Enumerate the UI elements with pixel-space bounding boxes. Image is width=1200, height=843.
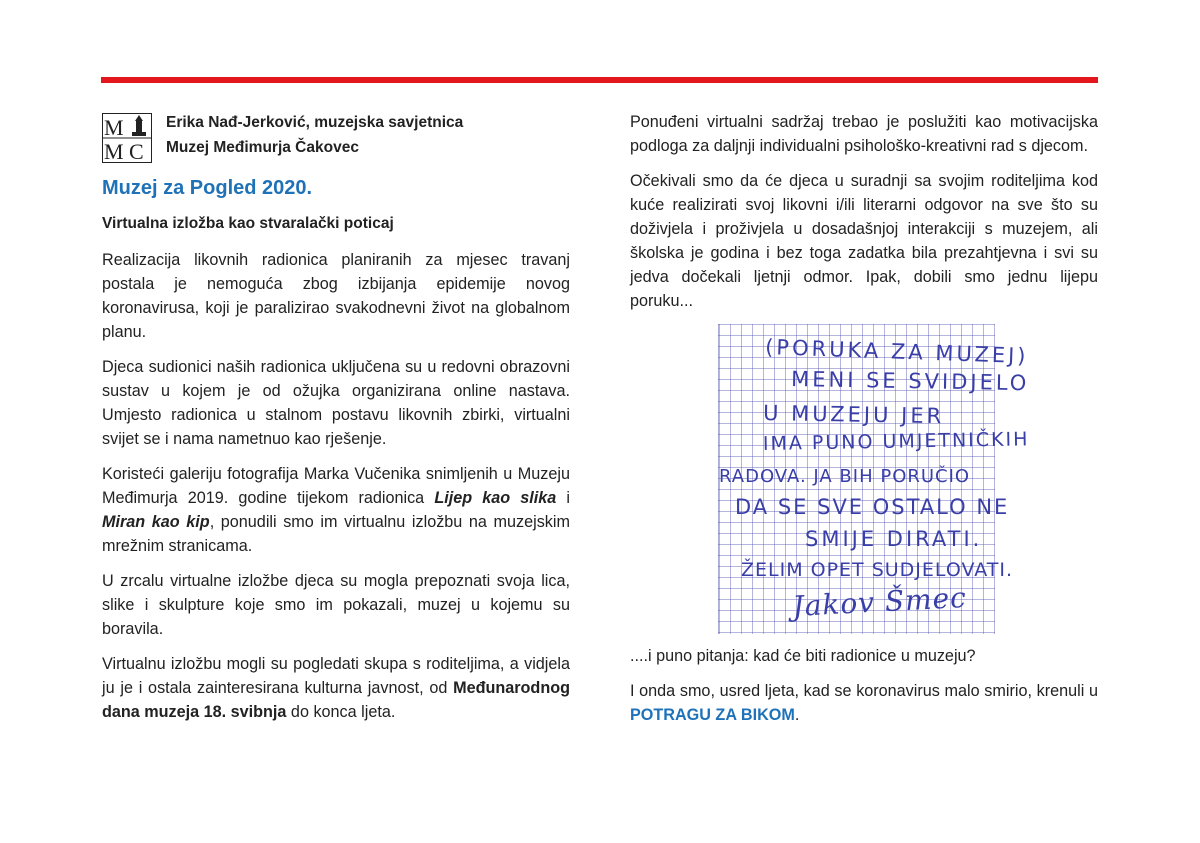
bull-quest-highlight: POTRAGU ZA BIKOM (630, 706, 795, 724)
article-subtitle: Virtualna izložba kao stvaralački poticaj (102, 215, 394, 232)
note-line-7: SMIJE DIRATI. (805, 527, 983, 551)
note-line-1: (PORUKA ZA MUZEJ) (764, 335, 1029, 369)
note-line-3: U MUZEJU JER (762, 401, 945, 429)
paragraph-1: Realizacija likovnih radionica planiranih za mjesec travanj postala je nemoguća zbog izbijanja epidemije novog koronavirusa, koji je paralizirao svakodnevni život na globalnom planu. (102, 251, 570, 341)
paragraph-3-text-c: i (556, 489, 571, 507)
author-header (102, 110, 570, 166)
note-signature: Jakov Šmec (791, 580, 968, 623)
author-name: Erika Nađ-Jerković, muzejska savjetnica (166, 114, 464, 131)
handwriting (719, 324, 1030, 634)
left-column (102, 110, 570, 735)
paragraph-5-text-c: do konca ljeta. (286, 703, 396, 721)
paragraph-5 (102, 652, 570, 724)
handwritten-note-image (718, 324, 1030, 634)
paragraph-9 (630, 679, 1098, 727)
article-title: Muzej za Pogled 2020. (102, 177, 313, 199)
paragraph-8: ....i puno pitanja: kad će biti radionice u muzeju? (630, 647, 976, 665)
logo-letter-1: M (104, 115, 124, 140)
paragraph-3-text-a: Koristeći galeriju fotografija Marka Vučenika snimljenih u Muzeju Međimurja 2019. godine tijekom radionica (102, 465, 570, 507)
note-line-8: ŽELIM OPET SUDJELOVATI. (741, 559, 1013, 581)
paragraph-3-text-e: , ponudili smo im virtualnu izložbu na muzejskim mrežnim stranicama. (102, 513, 570, 555)
note-line-2: MENI SE SVIDJELO (790, 367, 1030, 396)
note-line-5: RADOVA. JA BIH PORUČIO (719, 466, 971, 487)
right-column (630, 110, 1098, 738)
note-line-6: DA SE SVE OSTALO NE (735, 495, 1010, 519)
paragraph-9-text-c: . (794, 706, 800, 724)
logo-letter-3: C (129, 139, 144, 164)
paragraph-2: Djeca sudionici naših radionica uključena su u redovni obrazovni sustav u kojem je od ožujka organizirana online nastava. Umjesto radionica u stalnom postavu likovnih zbirki, virtualni svijet se i nama nametnuo kao rješenje. (102, 358, 570, 448)
paragraph-9-text-a: I onda smo, usred ljeta, kad se koronavirus malo smirio, krenuli u (630, 682, 1098, 700)
paragraph-7: Očekivali smo da će djeca u suradnji sa svojim roditeljima kod kuće realizirati svoj likovni i/ili literarni odgovor na sve što su doživjela i proživjela u dosadašnjoj interakciji s muzejem, ali školska je godina i bez toga zadatka bila prezahtjevna i svi su jedva dočekali ljetnji odmor. Ipak, dobili smo jednu lijepu poruku... (630, 172, 1098, 310)
workshop-name-1: Lijep kao slika (434, 489, 557, 507)
author-block (166, 110, 463, 160)
logo-letter-2: M (104, 139, 124, 164)
paragraph-3 (102, 462, 570, 558)
institution-name: Muzej Međimurja Čakovec (166, 139, 359, 156)
top-red-rule (101, 77, 1098, 83)
museum-day-highlight: Međunarodnog dana muzeja 18. svibnja (102, 679, 570, 721)
paragraph-4: U zrcalu virtualne izložbe djeca su mogla prepoznati svoja lica, slike i skulpture koje smo im pokazali, muzej u kojemu su boravila. (102, 572, 570, 638)
museum-logo (102, 113, 152, 163)
paragraph-5-text-a: Virtualnu izložbu mogli su pogledati skupa s roditeljima, a vidjela ju je i ostala zainteresirana kulturna javnost, od (102, 655, 570, 697)
paragraph-6: Ponuđeni virtualni sadržaj trebao je poslužiti kao motivacijska podloga za daljnji individualni psihološko-kreativni rad s djecom. (630, 113, 1098, 155)
note-line-4: IMA PUNO UMJETNIČKIH (762, 428, 1030, 455)
workshop-name-2: Miran kao kip (102, 513, 210, 531)
